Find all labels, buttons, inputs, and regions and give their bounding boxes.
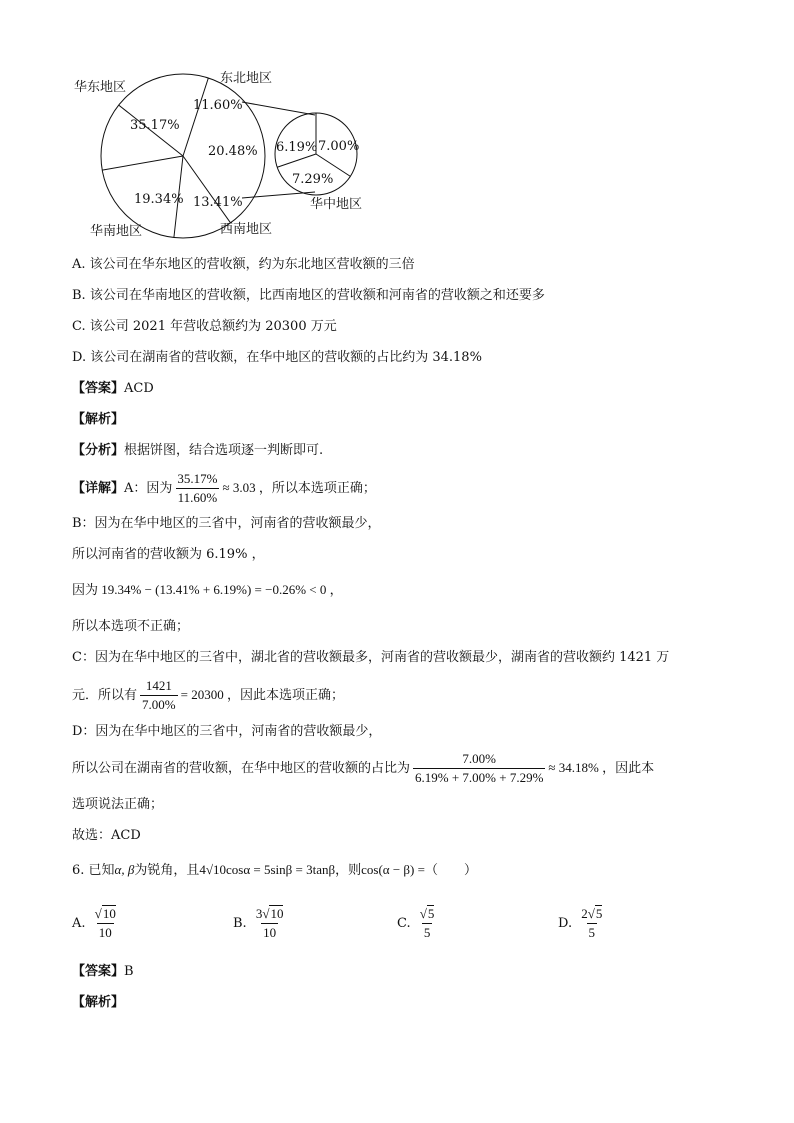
q6-option-fraction: [579, 905, 604, 942]
pct-huazhong: 20.48%: [208, 144, 258, 159]
coefficient: 3: [255, 906, 263, 921]
detail-b3: 因为 19.34% − (13.41% + 6.19%) = −0.26% < 0 ，: [72, 582, 343, 597]
fraction-numerator: √10: [94, 906, 116, 921]
pct-huadong: 35.17%: [130, 118, 180, 133]
fraction-numerator: 35.17%: [177, 471, 218, 486]
detail-a-prefix: A：因为: [124, 481, 173, 496]
option-b: B. 该公司在华南地区的营收额，比西南地区的营收额和河南省的营收额之和还要多: [72, 288, 545, 303]
fraction-numerator: 1421: [145, 678, 172, 693]
question-6: [72, 860, 477, 881]
label-dongbei: 东北地区: [220, 71, 273, 86]
detail-c2-suffix: = 20300 ，因此本选项正确；: [180, 687, 344, 702]
radicand: 5: [595, 906, 603, 921]
detail-d2-line: [72, 746, 654, 791]
q6-option-letter: D.: [558, 916, 573, 931]
fraction-denominator: 10: [263, 925, 277, 940]
q6-option-letter: C.: [397, 916, 411, 931]
detail-label: 【详解】: [72, 481, 125, 496]
q6-option-b: [233, 905, 288, 942]
pct-huanan: 19.34%: [134, 192, 184, 207]
pct-sub-3: 6.19%: [276, 140, 318, 155]
q6-option-c: [397, 905, 439, 942]
coefficient: 2: [581, 906, 588, 921]
fraction-denominator: 10: [98, 925, 112, 940]
q6-option-d: [558, 905, 607, 942]
label-huazhong: 华中地区: [310, 197, 363, 212]
pct-dongbei: 11.60%: [193, 98, 243, 113]
detail-b2: 所以河南省的营收额为 6.19% ，: [72, 547, 265, 562]
radicand: 10: [270, 906, 284, 921]
answer-value: ACD: [124, 381, 154, 396]
option-c: C. 该公司 2021 年营收总额约为 20300 万元: [72, 319, 337, 334]
q6-option-letter: B.: [233, 916, 247, 931]
q6-option-fraction: [254, 905, 286, 942]
fraction-denominator: 6.19% + 7.00% + 7.29%: [415, 770, 544, 785]
q6-answer-value: B: [124, 964, 134, 979]
answer-line: [72, 379, 154, 399]
detail-a-fraction: [175, 470, 219, 507]
pie-chart: [60, 60, 390, 245]
conclusion: 故选：ACD: [72, 828, 141, 843]
option-a: A. 该公司在华东地区的营收额，约为东北地区营收额的三倍: [72, 257, 415, 272]
detail-c2-prefix: 元．所以有: [72, 688, 138, 703]
detail-d2-prefix: 所以公司在湖南省的营收额，在华中地区的营收额的占比为: [72, 761, 411, 776]
detail-d1: D：因为在华中地区的三省中，河南省的营收额最少，: [72, 724, 382, 739]
q6-answer-line: [72, 962, 134, 982]
q6-option-letter: A.: [72, 916, 86, 931]
label-huanan: 华南地区: [90, 224, 143, 239]
pct-xinan: 13.41%: [193, 195, 243, 210]
q6-prefix: 6. 已知: [72, 863, 115, 878]
radicand: 5: [427, 906, 435, 921]
detail-c1: C：因为在华中地区的三省中，湖北省的营收额最多，河南省的营收额最少，湖南省的营收额约 1421 万: [72, 650, 670, 665]
fraction-numerator: 2√5: [581, 906, 603, 921]
q6-equation: 4√10cosα = 5sinβ = 3tanβ: [199, 862, 336, 877]
fraction-denominator: 11.60%: [177, 490, 218, 505]
label-xinan: 西南地区: [220, 222, 273, 237]
fraction-denominator: 7.00%: [142, 697, 176, 712]
fenxi-text: 根据饼图，结合选项逐一判断即可.: [124, 443, 324, 458]
q6-answer-label: 【答案】: [72, 964, 125, 979]
detail-d3: 选项说法正确；: [72, 797, 164, 812]
detail-c2-line: [72, 673, 344, 718]
q6-then: ，则: [335, 863, 362, 878]
detail-d2-suffix: ≈ 34.18% ，因此本: [548, 760, 655, 775]
option-d: D. 该公司在湖南省的营收额，在华中地区的营收额的占比约为 34.18%: [72, 350, 482, 365]
q6-option-a: [72, 905, 121, 942]
q6-analysis-label: 【解析】: [72, 995, 125, 1010]
fraction-numerator: 3√10: [255, 906, 284, 921]
detail-a-suffix: ≈ 3.03 ，所以本选项正确；: [222, 480, 376, 495]
q6-option-fraction: [418, 905, 437, 942]
q6-target: cos(α − β) =（ ）: [361, 862, 477, 877]
analysis-label: 【解析】: [72, 412, 125, 427]
answer-label: 【答案】: [72, 381, 125, 396]
detail-b4: 所以本选项不正确；: [72, 619, 190, 634]
fraction-numerator: 7.00%: [462, 751, 497, 766]
label-huadong: 华东地区: [74, 80, 127, 95]
detail-b1: B：因为在华中地区的三省中，河南省的营收额最少，: [72, 516, 381, 531]
fenxi-line: [72, 441, 323, 461]
pct-sub-2: 7.29%: [292, 172, 334, 187]
fraction-numerator: √5: [419, 906, 435, 921]
fenxi-label: 【分析】: [72, 443, 125, 458]
q6-option-fraction: [93, 905, 118, 942]
detail-a-line: [72, 466, 376, 511]
pct-sub-1: 7.00%: [318, 139, 360, 154]
q6-mid: 为锐角，且: [134, 863, 200, 878]
q6-vars: α, β: [114, 862, 135, 877]
detail-c2-fraction: [140, 677, 178, 714]
detail-d2-fraction: [413, 750, 545, 787]
fraction-denominator: 5: [588, 925, 596, 940]
radicand: 10: [102, 906, 116, 921]
fraction-denominator: 5: [423, 925, 431, 940]
